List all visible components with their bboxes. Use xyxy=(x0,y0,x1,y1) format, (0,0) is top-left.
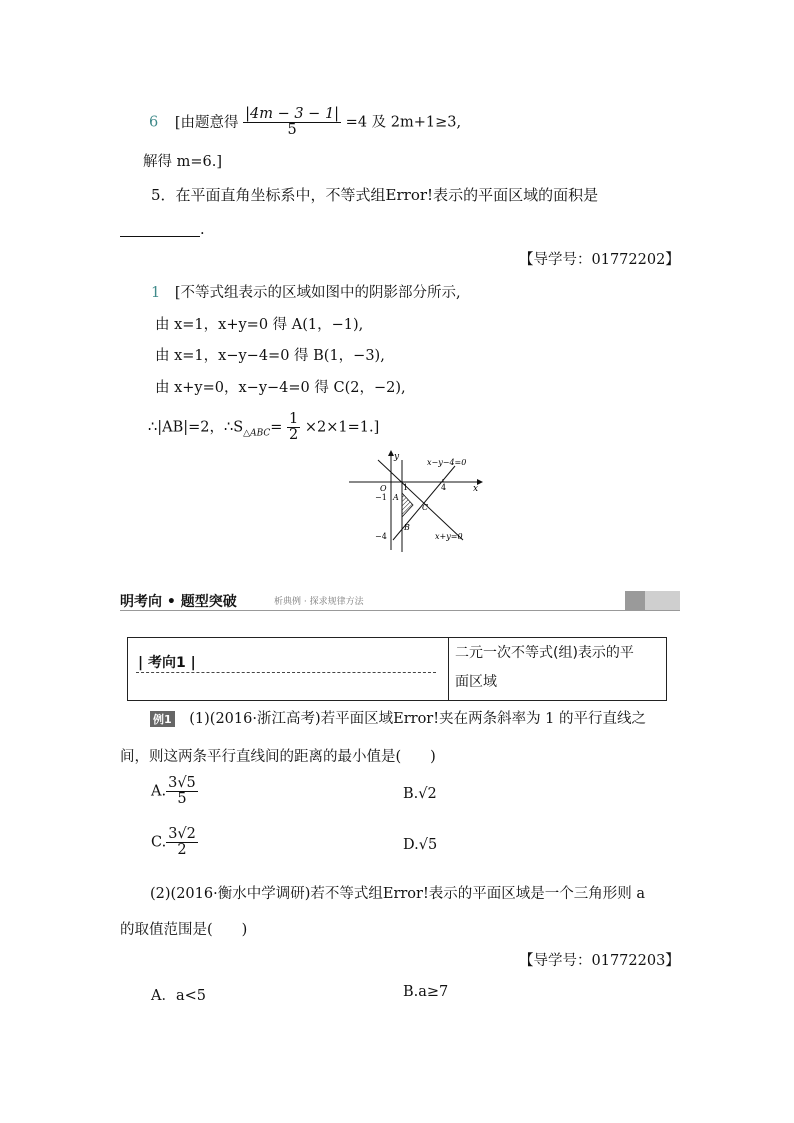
option-d xyxy=(403,837,437,853)
question-5-ref: 【导学号：01772202】 xyxy=(519,252,680,268)
solution-4-text-b: =4 及 2m+1≥3, xyxy=(345,114,462,131)
solution-4-answer: 6 xyxy=(149,114,159,131)
blank-period: . xyxy=(200,222,205,238)
label-tick-4: 4 xyxy=(441,483,447,492)
solution-4-line-1 xyxy=(149,107,461,138)
example-1-part-2-line-1: (2)(2016·衡水中学调研)若不等式组Error!表示的平面区域是一个三角形则 a xyxy=(150,886,646,902)
shaded-region xyxy=(402,493,413,517)
option-a-fraction xyxy=(166,776,198,807)
option-d-value: √5 xyxy=(418,837,438,853)
solution-5-text-5a: ∴|AB|=2，∴S xyxy=(148,419,244,436)
section-subtitle: 析典例 · 探求规律方法 xyxy=(274,597,364,607)
label-line-2: x+y=0 xyxy=(435,532,463,541)
solution-5-line-3: 由 x=1，x−y−4=0 得 B(1，−3), xyxy=(155,348,385,364)
solution-4-line-2: 解得 m=6.] xyxy=(143,154,222,170)
part-2-option-b: B.a≥7 xyxy=(403,984,449,1000)
label-point-b: B xyxy=(404,523,410,532)
label-point-a: A xyxy=(393,493,399,502)
solution-5-line-1 xyxy=(151,281,461,302)
solution-4-text-a: [由题意得 xyxy=(174,114,239,131)
label-y: y xyxy=(394,452,400,462)
example-1-line-1 xyxy=(150,707,646,728)
label-neg-1: −1 xyxy=(375,493,387,502)
label-point-c: C xyxy=(422,503,429,512)
solution-5-answer: 1 xyxy=(151,285,161,301)
solution-4-frac-num: |4m − 3 − 1| xyxy=(245,106,340,122)
header-bar-dark xyxy=(625,591,645,610)
label-neg-4: −4 xyxy=(375,532,387,541)
header-bar-light xyxy=(645,591,680,610)
option-a xyxy=(151,776,198,807)
option-a-num: 3√5 xyxy=(168,775,196,791)
label-tick-1: 1 xyxy=(403,483,409,492)
label-x: x xyxy=(473,484,479,494)
solution-5-subscript: △ABC xyxy=(243,428,271,439)
solution-5-frac-num: 1 xyxy=(289,411,299,427)
option-c-fraction xyxy=(166,827,198,858)
example-1-part-2-line-2: 的取值范围是( ) xyxy=(120,922,248,938)
section-header xyxy=(120,591,680,611)
solution-5-line-5 xyxy=(148,412,379,443)
topic-divider xyxy=(448,638,449,700)
solution-5-line-2: 由 x=1，x+y=0 得 A(1，−1), xyxy=(155,317,364,333)
example-1-text-1: (1)(2016·浙江高考)若平面区域Error!夹在两条斜率为 1 的平行直线之 xyxy=(189,711,647,727)
option-d-label: D. xyxy=(403,837,419,853)
part-2-option-a: A．a<5 xyxy=(151,988,206,1004)
topic-dashed-line xyxy=(136,672,436,673)
example-badge: 例1 xyxy=(150,711,175,727)
topic-title-line-1: 二元一次不等式(组)表示的平 xyxy=(455,645,634,661)
section-title: 明考向 • 题型突破 xyxy=(120,594,237,610)
solution-5-frac-den: 2 xyxy=(289,427,299,444)
option-b-label: B. xyxy=(403,786,419,802)
topic-title-line-2: 面区域 xyxy=(455,674,497,690)
solution-5-line-4: 由 x+y=0，x−y−4=0 得 C(2，−2), xyxy=(155,380,406,396)
option-c-den: 2 xyxy=(177,842,187,859)
label-line-1: x−y−4=0 xyxy=(427,458,467,467)
question-5-text: 5．在平面直角坐标系中，不等式组Error!表示的平面区域的面积是 xyxy=(151,186,599,204)
topic-box xyxy=(127,637,667,701)
solution-5-equals: = xyxy=(270,419,283,436)
option-c xyxy=(151,827,198,858)
region-figure xyxy=(345,448,485,554)
solution-4-frac-den: 5 xyxy=(287,122,297,139)
option-a-label: A. xyxy=(151,783,167,800)
solution-5-text-5b: ×2×1=1.] xyxy=(304,419,380,436)
solution-5-text-1: [不等式组表示的区域如图中的阴影部分所示, xyxy=(174,285,461,301)
example-1-line-2: 间，则这两条平行直线间的距离的最小值是( ) xyxy=(120,749,436,765)
option-b-value: √2 xyxy=(418,786,437,802)
solution-5-fraction xyxy=(287,412,300,443)
option-a-den: 5 xyxy=(177,791,187,808)
label-origin: O xyxy=(380,484,387,493)
solution-4-fraction xyxy=(243,107,341,138)
example-1-ref: 【导学号：01772203】 xyxy=(519,953,680,969)
option-c-num: 3√2 xyxy=(168,826,196,842)
option-c-label: C. xyxy=(151,834,167,851)
answer-blank xyxy=(120,222,200,237)
topic-label: | 考向1 | xyxy=(138,655,196,671)
option-b xyxy=(403,786,437,802)
